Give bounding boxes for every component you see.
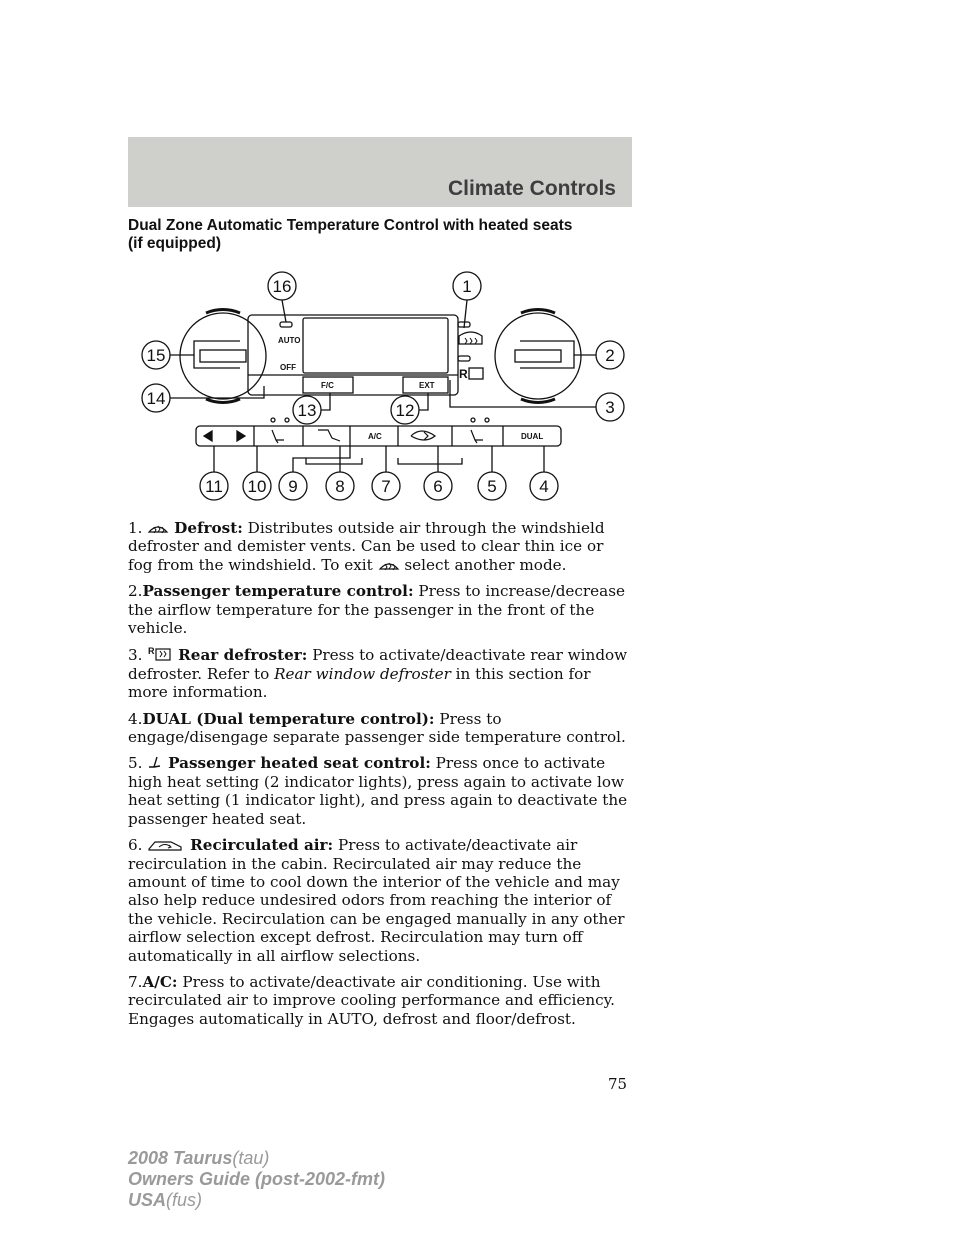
- item-3: 3. R Rear defroster: Press to activate/deactivate rear window defroster. Refer to Rear window defroster in this section for more information.: [128, 646, 628, 702]
- defrost-icon: [378, 557, 400, 573]
- item-6: 6. Recirculated air: Press to activate/deactivate air recirculation in the cabin. Recirculated air may reduce the amount of time to cool down the interior of the vehicle and may also help reduce undesired odors from reaching the interior of the vehicle. Recirculation can be engaged manually in any other airflow selection except defrost. Recirculation may turn off automatically in all airflow selections.: [128, 836, 625, 965]
- defrost-icon: [147, 520, 169, 536]
- item-7-title: A/C:: [142, 972, 178, 991]
- face-defrost-icon: [459, 332, 482, 344]
- fc-label: F/C: [321, 381, 334, 390]
- callout-15: 15: [146, 346, 166, 365]
- section-title: Climate Controls: [447, 177, 616, 200]
- item-4: 4.DUAL (Dual temperature control): Press to engage/disengage separate passenger side temperature control.: [128, 709, 626, 747]
- callout-7: 7: [381, 477, 391, 496]
- callout-10: 10: [247, 477, 267, 496]
- floor-defrost-icon: [318, 430, 340, 441]
- fan-up-arrow: [237, 431, 245, 441]
- svg-text:R: R: [148, 646, 155, 657]
- item-6-title: Recirculated air:: [190, 836, 334, 855]
- callout-16: 16: [272, 277, 292, 296]
- heading-line-1: Dual Zone Automatic Temperature Control with heated seats: [128, 217, 573, 234]
- item-1: 1. Defrost: Distributes outside air through the windshield defroster and demister vents. Can be used to clear thin ice or fog from the windshield. To exit select another mode.: [128, 519, 605, 574]
- header-band: [128, 137, 632, 207]
- recirculation-icon: [147, 837, 185, 853]
- callout-11: 11: [205, 477, 223, 496]
- dual-label: DUAL: [521, 432, 544, 441]
- recirc-strip-icon: [411, 431, 435, 440]
- off-label: OFF: [280, 363, 296, 372]
- ac-label: A/C: [368, 432, 382, 441]
- driver-seat-icon: [272, 430, 284, 443]
- callout-2: 2: [605, 346, 615, 365]
- item-7: 7.A/C: Press to activate/deactivate air conditioning. Use with recirculated air to improve cooling performance and efficiency. Engages automatically in AUTO, defrost and floor/defrost.: [128, 972, 616, 1028]
- item-4-title: DUAL (Dual temperature control):: [142, 709, 435, 728]
- heated-seat-icon: [147, 755, 163, 771]
- rear-r-label: R: [459, 367, 468, 381]
- callout-5: 5: [487, 477, 497, 496]
- item-5-title: Passenger heated seat control:: [168, 754, 431, 773]
- passenger-seat-icon: [471, 430, 483, 443]
- callout-9: 9: [288, 477, 298, 496]
- callout-8: 8: [335, 477, 345, 496]
- page-number: 75: [608, 1075, 628, 1093]
- callout-13: 13: [297, 401, 317, 420]
- callout-14: 14: [146, 389, 166, 408]
- item-5: 5. Passenger heated seat control: Press once to activate high heat setting (2 indicator lights), press again to activate low heat setting (1 indicator light), and press again to deactivate the passenger heated seat.: [128, 754, 628, 828]
- item-2: 2.Passenger temperature control: Press to increase/decrease the airflow temperature for the passenger in the front of the vehicle.: [128, 582, 625, 638]
- display-screen: [303, 318, 448, 373]
- footer-line-3: USA(fus): [128, 1190, 203, 1210]
- callout-6: 6: [433, 477, 443, 496]
- item-1-title: Defrost:: [174, 519, 243, 537]
- callout-4: 4: [539, 477, 549, 496]
- item-2-title: Passenger temperature control:: [142, 582, 414, 601]
- fan-down-arrow: [204, 431, 212, 441]
- callout-1: 1: [462, 277, 472, 296]
- item-list: [128, 519, 632, 1036]
- footer-line-2: Owners Guide (post-2002-fmt): [128, 1169, 386, 1189]
- heading-line-2: (if equipped): [128, 235, 221, 252]
- ext-label: EXT: [419, 381, 435, 390]
- climate-control-diagram: [128, 268, 632, 508]
- face-rear-defrost-icon: [469, 368, 483, 379]
- footer-line-1: 2008 Taurus(tau): [128, 1148, 270, 1168]
- auto-label: AUTO: [278, 336, 301, 345]
- page-heading: [128, 217, 648, 253]
- item-3-title: Rear defroster:: [178, 646, 308, 665]
- rear-defroster-reference: Rear window defroster: [274, 664, 451, 683]
- footer: [128, 1148, 385, 1211]
- rear-defrost-icon: [147, 645, 173, 663]
- callout-12: 12: [395, 401, 415, 420]
- callout-3: 3: [605, 398, 615, 417]
